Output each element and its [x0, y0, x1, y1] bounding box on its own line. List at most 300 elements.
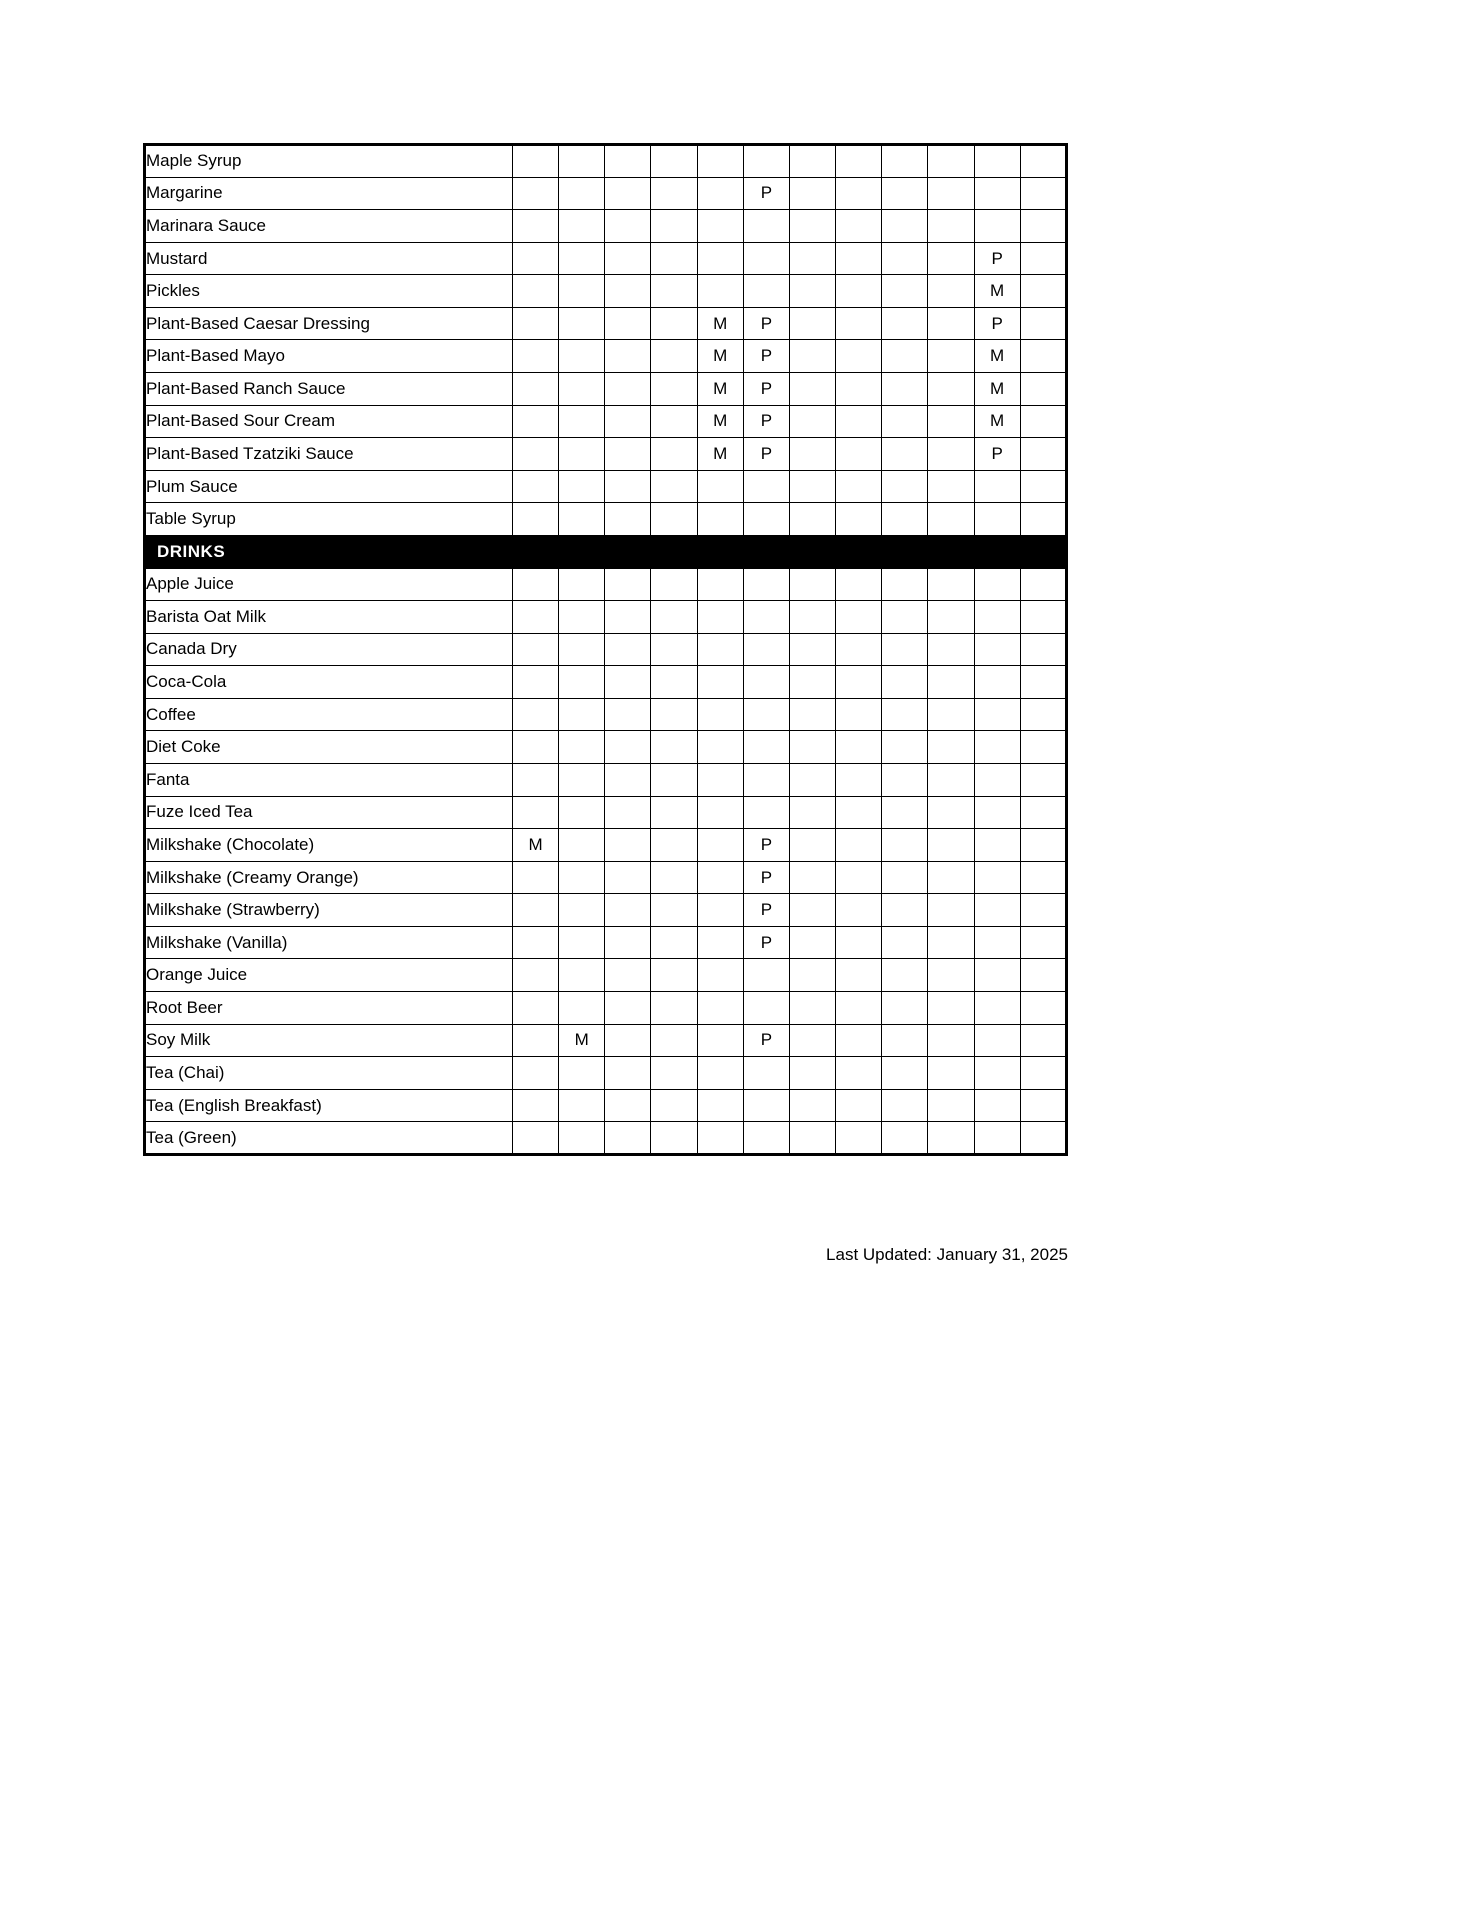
empty-cell: [743, 763, 789, 796]
empty-cell: [743, 210, 789, 243]
empty-cell: [697, 568, 743, 601]
empty-cell: [836, 340, 882, 373]
empty-cell: [882, 307, 928, 340]
empty-cell: [559, 210, 605, 243]
empty-cell: [836, 470, 882, 503]
allergen-mark: M: [559, 1024, 605, 1057]
empty-cell: [1020, 959, 1066, 992]
empty-cell: [789, 340, 835, 373]
empty-cell: [789, 633, 835, 666]
empty-cell: [559, 568, 605, 601]
empty-cell: [789, 503, 835, 536]
empty-cell: [928, 829, 974, 862]
empty-cell: [743, 568, 789, 601]
empty-cell: [882, 666, 928, 699]
empty-cell: [651, 1089, 697, 1122]
empty-cell: [697, 992, 743, 1025]
empty-cell: [651, 340, 697, 373]
empty-cell: [513, 340, 559, 373]
empty-cell: [605, 861, 651, 894]
empty-cell: [743, 731, 789, 764]
empty-cell: [928, 145, 974, 178]
item-name: Plant-Based Sour Cream: [145, 405, 513, 438]
allergen-mark: P: [743, 340, 789, 373]
item-name: Plum Sauce: [145, 470, 513, 503]
empty-cell: [697, 1089, 743, 1122]
empty-cell: [513, 1024, 559, 1057]
item-name: Coca-Cola: [145, 666, 513, 699]
table-row: [145, 763, 1067, 796]
empty-cell: [559, 666, 605, 699]
empty-cell: [743, 666, 789, 699]
item-name: Canada Dry: [145, 633, 513, 666]
empty-cell: [836, 1089, 882, 1122]
allergen-mark: P: [743, 1024, 789, 1057]
empty-cell: [697, 926, 743, 959]
allergen-mark: P: [743, 373, 789, 406]
empty-cell: [513, 145, 559, 178]
empty-cell: [974, 861, 1020, 894]
item-name: Barista Oat Milk: [145, 601, 513, 634]
empty-cell: [974, 177, 1020, 210]
allergen-mark: M: [974, 340, 1020, 373]
empty-cell: [882, 503, 928, 536]
allergen-mark: M: [974, 405, 1020, 438]
item-name: Tea (Chai): [145, 1057, 513, 1090]
empty-cell: [836, 1024, 882, 1057]
item-name: Fanta: [145, 763, 513, 796]
empty-cell: [1020, 633, 1066, 666]
empty-cell: [1020, 568, 1066, 601]
empty-cell: [928, 731, 974, 764]
empty-cell: [513, 601, 559, 634]
allergen-mark: P: [743, 307, 789, 340]
empty-cell: [974, 992, 1020, 1025]
empty-cell: [559, 470, 605, 503]
empty-cell: [605, 275, 651, 308]
empty-cell: [836, 145, 882, 178]
empty-cell: [789, 1024, 835, 1057]
table-row: [145, 340, 1067, 373]
item-name: Tea (English Breakfast): [145, 1089, 513, 1122]
empty-cell: [651, 763, 697, 796]
empty-cell: [651, 601, 697, 634]
empty-cell: [697, 503, 743, 536]
empty-cell: [974, 568, 1020, 601]
empty-cell: [882, 601, 928, 634]
empty-cell: [513, 666, 559, 699]
empty-cell: [836, 698, 882, 731]
empty-cell: [605, 568, 651, 601]
empty-cell: [559, 698, 605, 731]
allergen-mark: P: [974, 242, 1020, 275]
last-updated-note: Last Updated: January 31, 2025: [826, 1245, 1068, 1264]
empty-cell: [789, 373, 835, 406]
empty-cell: [928, 992, 974, 1025]
allergen-mark: M: [697, 373, 743, 406]
empty-cell: [513, 177, 559, 210]
empty-cell: [1020, 861, 1066, 894]
item-name: Apple Juice: [145, 568, 513, 601]
table-row: [145, 926, 1067, 959]
table-row: [145, 1057, 1067, 1090]
empty-cell: [1020, 763, 1066, 796]
empty-cell: [974, 959, 1020, 992]
empty-cell: [605, 373, 651, 406]
table-row: [145, 1024, 1067, 1057]
empty-cell: [974, 210, 1020, 243]
empty-cell: [1020, 210, 1066, 243]
empty-cell: [559, 438, 605, 471]
empty-cell: [882, 275, 928, 308]
empty-cell: [559, 177, 605, 210]
empty-cell: [789, 731, 835, 764]
empty-cell: [928, 1089, 974, 1122]
table-row: [145, 210, 1067, 243]
empty-cell: [513, 242, 559, 275]
empty-cell: [743, 601, 789, 634]
empty-cell: [697, 242, 743, 275]
empty-cell: [789, 601, 835, 634]
empty-cell: [559, 959, 605, 992]
empty-cell: [974, 731, 1020, 764]
empty-cell: [605, 307, 651, 340]
empty-cell: [1020, 340, 1066, 373]
empty-cell: [513, 796, 559, 829]
empty-cell: [743, 503, 789, 536]
empty-cell: [651, 796, 697, 829]
empty-cell: [651, 373, 697, 406]
allergen-mark: M: [697, 405, 743, 438]
empty-cell: [651, 242, 697, 275]
empty-cell: [559, 503, 605, 536]
empty-cell: [1020, 405, 1066, 438]
table-row: [145, 177, 1067, 210]
table-row: [145, 861, 1067, 894]
empty-cell: [789, 210, 835, 243]
empty-cell: [697, 633, 743, 666]
empty-cell: [789, 1057, 835, 1090]
item-name: Milkshake (Vanilla): [145, 926, 513, 959]
allergen-mark: P: [743, 829, 789, 862]
empty-cell: [974, 796, 1020, 829]
empty-cell: [882, 145, 928, 178]
empty-cell: [882, 373, 928, 406]
empty-cell: [789, 763, 835, 796]
empty-cell: [605, 992, 651, 1025]
empty-cell: [1020, 666, 1066, 699]
empty-cell: [836, 1122, 882, 1155]
empty-cell: [743, 698, 789, 731]
empty-cell: [559, 633, 605, 666]
allergen-mark: P: [743, 894, 789, 927]
item-name: Milkshake (Chocolate): [145, 829, 513, 862]
empty-cell: [974, 633, 1020, 666]
empty-cell: [882, 1122, 928, 1155]
empty-cell: [743, 1057, 789, 1090]
empty-cell: [974, 470, 1020, 503]
empty-cell: [1020, 601, 1066, 634]
empty-cell: [1020, 145, 1066, 178]
empty-cell: [605, 698, 651, 731]
empty-cell: [651, 177, 697, 210]
empty-cell: [1020, 275, 1066, 308]
empty-cell: [928, 242, 974, 275]
empty-cell: [928, 894, 974, 927]
empty-cell: [651, 145, 697, 178]
table-row: [145, 1122, 1067, 1155]
empty-cell: [928, 666, 974, 699]
empty-cell: [559, 763, 605, 796]
empty-cell: [836, 894, 882, 927]
empty-cell: [651, 894, 697, 927]
table-row: [145, 503, 1067, 536]
empty-cell: [605, 210, 651, 243]
empty-cell: [974, 503, 1020, 536]
empty-cell: [836, 177, 882, 210]
empty-cell: [605, 438, 651, 471]
allergen-mark: M: [974, 373, 1020, 406]
item-name: Table Syrup: [145, 503, 513, 536]
item-name: Fuze Iced Tea: [145, 796, 513, 829]
table-row: [145, 731, 1067, 764]
empty-cell: [513, 307, 559, 340]
empty-cell: [697, 666, 743, 699]
empty-cell: [513, 731, 559, 764]
empty-cell: [789, 796, 835, 829]
empty-cell: [743, 145, 789, 178]
empty-cell: [697, 601, 743, 634]
allergen-table: [143, 143, 1068, 1156]
empty-cell: [1020, 1122, 1066, 1155]
empty-cell: [789, 145, 835, 178]
empty-cell: [697, 861, 743, 894]
empty-cell: [697, 1057, 743, 1090]
empty-cell: [513, 992, 559, 1025]
empty-cell: [651, 633, 697, 666]
empty-cell: [1020, 796, 1066, 829]
empty-cell: [605, 731, 651, 764]
empty-cell: [974, 145, 1020, 178]
table-row: [145, 568, 1067, 601]
empty-cell: [789, 959, 835, 992]
item-name: Diet Coke: [145, 731, 513, 764]
empty-cell: [882, 861, 928, 894]
empty-cell: [743, 992, 789, 1025]
empty-cell: [882, 926, 928, 959]
empty-cell: [974, 601, 1020, 634]
empty-cell: [789, 926, 835, 959]
empty-cell: [882, 210, 928, 243]
empty-cell: [513, 763, 559, 796]
empty-cell: [559, 731, 605, 764]
empty-cell: [513, 633, 559, 666]
table-row: [145, 242, 1067, 275]
empty-cell: [513, 275, 559, 308]
allergen-mark: M: [697, 438, 743, 471]
table-row: [145, 470, 1067, 503]
table-row: [145, 405, 1067, 438]
empty-cell: [605, 1057, 651, 1090]
empty-cell: [1020, 1057, 1066, 1090]
empty-cell: [882, 633, 928, 666]
empty-cell: [974, 763, 1020, 796]
empty-cell: [559, 373, 605, 406]
empty-cell: [605, 340, 651, 373]
empty-cell: [559, 307, 605, 340]
empty-cell: [513, 1057, 559, 1090]
empty-cell: [928, 959, 974, 992]
empty-cell: [697, 1024, 743, 1057]
empty-cell: [513, 894, 559, 927]
empty-cell: [882, 177, 928, 210]
empty-cell: [882, 698, 928, 731]
empty-cell: [605, 601, 651, 634]
item-name: Maple Syrup: [145, 145, 513, 178]
empty-cell: [1020, 307, 1066, 340]
table-row: [145, 1089, 1067, 1122]
table-row: [145, 438, 1067, 471]
empty-cell: [928, 503, 974, 536]
empty-cell: [789, 177, 835, 210]
empty-cell: [605, 503, 651, 536]
table-row: [145, 275, 1067, 308]
allergen-mark: P: [743, 177, 789, 210]
empty-cell: [605, 1089, 651, 1122]
empty-cell: [605, 633, 651, 666]
empty-cell: [789, 568, 835, 601]
empty-cell: [928, 926, 974, 959]
empty-cell: [789, 470, 835, 503]
item-name: Marinara Sauce: [145, 210, 513, 243]
empty-cell: [605, 796, 651, 829]
empty-cell: [836, 666, 882, 699]
empty-cell: [743, 796, 789, 829]
empty-cell: [651, 1122, 697, 1155]
empty-cell: [559, 242, 605, 275]
empty-cell: [789, 894, 835, 927]
empty-cell: [697, 177, 743, 210]
empty-cell: [559, 926, 605, 959]
empty-cell: [651, 992, 697, 1025]
empty-cell: [974, 1057, 1020, 1090]
allergen-table-body: [145, 145, 1067, 1155]
empty-cell: [789, 405, 835, 438]
empty-cell: [559, 796, 605, 829]
empty-cell: [1020, 503, 1066, 536]
empty-cell: [882, 340, 928, 373]
item-name: Plant-Based Caesar Dressing: [145, 307, 513, 340]
empty-cell: [882, 1024, 928, 1057]
item-name: Orange Juice: [145, 959, 513, 992]
empty-cell: [974, 698, 1020, 731]
empty-cell: [1020, 1089, 1066, 1122]
empty-cell: [651, 829, 697, 862]
empty-cell: [928, 438, 974, 471]
table-row: [145, 959, 1067, 992]
item-name: Pickles: [145, 275, 513, 308]
empty-cell: [928, 1024, 974, 1057]
empty-cell: [605, 405, 651, 438]
allergen-mark: M: [697, 340, 743, 373]
empty-cell: [651, 405, 697, 438]
empty-cell: [697, 698, 743, 731]
empty-cell: [836, 926, 882, 959]
empty-cell: [697, 145, 743, 178]
empty-cell: [836, 210, 882, 243]
empty-cell: [559, 145, 605, 178]
empty-cell: [743, 242, 789, 275]
table-row: [145, 992, 1067, 1025]
empty-cell: [513, 405, 559, 438]
empty-cell: [882, 894, 928, 927]
empty-cell: [928, 796, 974, 829]
item-name: Root Beer: [145, 992, 513, 1025]
empty-cell: [651, 1057, 697, 1090]
empty-cell: [697, 894, 743, 927]
empty-cell: [605, 763, 651, 796]
empty-cell: [974, 666, 1020, 699]
table-row: [145, 796, 1067, 829]
empty-cell: [651, 861, 697, 894]
empty-cell: [697, 275, 743, 308]
empty-cell: [789, 1089, 835, 1122]
empty-cell: [1020, 926, 1066, 959]
empty-cell: [789, 992, 835, 1025]
empty-cell: [697, 796, 743, 829]
empty-cell: [836, 275, 882, 308]
empty-cell: [836, 568, 882, 601]
empty-cell: [651, 568, 697, 601]
empty-cell: [974, 1122, 1020, 1155]
empty-cell: [882, 470, 928, 503]
empty-cell: [513, 438, 559, 471]
empty-cell: [928, 763, 974, 796]
empty-cell: [789, 698, 835, 731]
empty-cell: [559, 601, 605, 634]
empty-cell: [928, 275, 974, 308]
empty-cell: [513, 210, 559, 243]
table-row: [145, 633, 1067, 666]
empty-cell: [697, 959, 743, 992]
empty-cell: [789, 242, 835, 275]
empty-cell: [789, 275, 835, 308]
empty-cell: [513, 861, 559, 894]
empty-cell: [697, 210, 743, 243]
empty-cell: [974, 1024, 1020, 1057]
empty-cell: [928, 1057, 974, 1090]
empty-cell: [928, 568, 974, 601]
empty-cell: [928, 177, 974, 210]
empty-cell: [836, 373, 882, 406]
empty-cell: [513, 568, 559, 601]
empty-cell: [697, 763, 743, 796]
table-row: [145, 145, 1067, 178]
empty-cell: [605, 1122, 651, 1155]
empty-cell: [559, 1057, 605, 1090]
empty-cell: [743, 1122, 789, 1155]
allergen-mark: M: [513, 829, 559, 862]
empty-cell: [651, 210, 697, 243]
item-name: Tea (Green): [145, 1122, 513, 1155]
empty-cell: [789, 1122, 835, 1155]
empty-cell: [836, 438, 882, 471]
empty-cell: [605, 959, 651, 992]
allergen-mark: P: [743, 438, 789, 471]
empty-cell: [559, 275, 605, 308]
empty-cell: [789, 666, 835, 699]
empty-cell: [1020, 1024, 1066, 1057]
